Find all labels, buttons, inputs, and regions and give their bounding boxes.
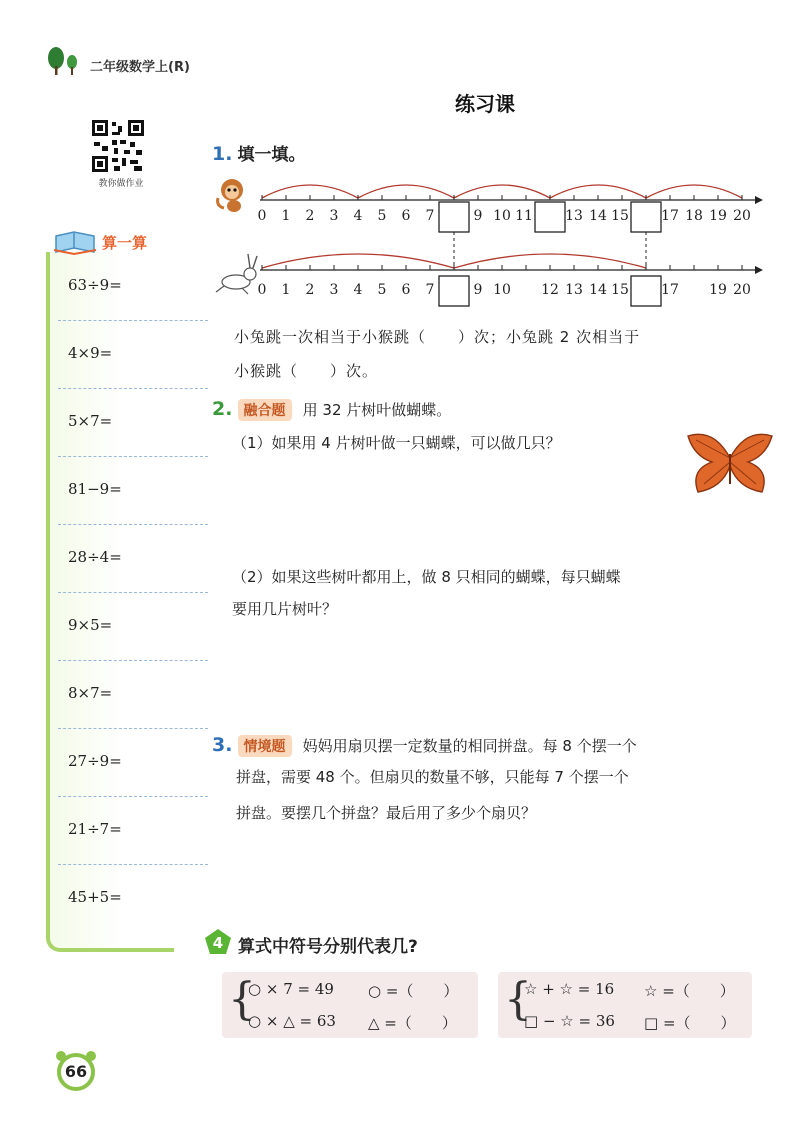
calc-item: 9×5= [68, 616, 113, 634]
problem2-tag: 融合题 [238, 399, 292, 421]
tree-icon [46, 46, 86, 76]
tick-label: 14 [589, 282, 607, 298]
divider [58, 796, 208, 797]
equation: □ − ☆ = 36 [524, 1012, 615, 1030]
divider [58, 456, 208, 457]
tick-label: 14 [589, 208, 607, 224]
page-number-badge [48, 1048, 104, 1092]
problem2-q2-line1: （2）如果这些树叶都用上，做 8 只相同的蝴蝶，每只蝴蝶 [232, 568, 621, 586]
equation-box-left [222, 972, 478, 1038]
problem4-title: 算式中符号分别代表几? [238, 937, 418, 957]
answer-blank[interactable]: ☆ =（ ） [644, 982, 735, 1000]
tick-label: 9 [473, 208, 483, 224]
tick-label: 4 [353, 208, 363, 224]
calc-item: 5×7= [68, 412, 113, 430]
problem3-line1: 妈妈用扇贝摆一定数量的相同拼盘。每 8 个摆一个 [302, 737, 637, 755]
problem3-number: 3. [212, 734, 233, 756]
qr-code-icon[interactable] [90, 118, 146, 174]
answer-box[interactable] [439, 202, 469, 232]
equation-box-right [498, 972, 752, 1038]
answer-blank[interactable]: □ =（ ） [644, 1014, 736, 1032]
tick-label: 13 [565, 282, 583, 298]
divider [58, 728, 208, 729]
problem1-number: 1. [212, 143, 233, 165]
butterfly-leaf-icon [684, 428, 776, 496]
calc-item: 27÷9= [68, 752, 122, 770]
brace: { [228, 974, 256, 1025]
equation: ○ × △ = 63 [248, 1012, 336, 1030]
tick-label: 6 [401, 282, 411, 298]
tick-label: 19 [709, 208, 727, 224]
calc-item: 81−9= [68, 480, 122, 498]
tick-label: 9 [473, 282, 483, 298]
tick-label: 11 [515, 208, 533, 224]
book-icon [52, 228, 98, 256]
tick-label: 3 [329, 208, 339, 224]
calc-item: 28÷4= [68, 548, 122, 566]
tick-label: 7 [425, 208, 435, 224]
problem3-heading [212, 734, 637, 757]
divider [58, 524, 208, 525]
pentagon-number-badge [204, 928, 232, 956]
tick-label: 10 [493, 282, 511, 298]
sidebar-title: 算一算 [102, 234, 148, 252]
tick-label: 17 [661, 282, 679, 298]
problem4-heading [204, 928, 524, 958]
page-number: 66 [64, 1062, 88, 1081]
tick-label: 18 [685, 208, 703, 224]
rabbit-icon [216, 254, 257, 294]
tick-label: 20 [733, 208, 751, 224]
tick-label: 3 [329, 282, 339, 298]
divider [58, 660, 208, 661]
problem1-heading [212, 140, 306, 165]
divider [58, 592, 208, 593]
answer-box[interactable] [439, 276, 469, 306]
tick-label: 6 [401, 208, 411, 224]
monkey-icon [218, 179, 243, 212]
page-header [46, 46, 346, 80]
calc-item: 45+5= [68, 888, 122, 906]
equation: ☆ + ☆ = 16 [524, 980, 615, 998]
problem3-line2: 拼盘，需要 48 个。但扇贝的数量不够，只能每 7 个摆一个 [236, 768, 629, 786]
tick-label: 12 [541, 282, 559, 298]
problem3-line3: 拼盘。要摆几个拼盘？最后用了多少个扇贝？ [236, 804, 537, 822]
problem2-q2-line2: 要用几片树叶？ [232, 600, 338, 618]
tick-label: 15 [611, 282, 629, 298]
tick-label: 4 [353, 282, 363, 298]
tick-label: 10 [493, 208, 511, 224]
calc-item: 8×7= [68, 684, 113, 702]
problem1-title: 填一填。 [237, 145, 306, 165]
calc-item: 63÷9= [68, 276, 122, 294]
tick-label: 19 [709, 282, 727, 298]
tick-label: 2 [305, 208, 315, 224]
problem3-tag: 情境题 [238, 735, 292, 757]
divider [58, 864, 208, 865]
answer-blank[interactable]: ○ =（ ） [368, 982, 459, 1000]
divider [58, 320, 208, 321]
tick-label: 7 [425, 282, 435, 298]
tick-label: 15 [611, 208, 629, 224]
answer-box[interactable] [631, 276, 661, 306]
problem2-stem: 用 32 片树叶做蝴蝶。 [302, 401, 452, 419]
equation: ○ × 7 = 49 [248, 980, 334, 998]
problem1-text-line1: 小兔跳一次相当于小猴跳（ ）次；小兔跳 2 次相当于 [234, 328, 641, 346]
grade-label: 二年级数学上(R) [90, 60, 190, 75]
tick-label: 5 [377, 282, 387, 298]
answer-box[interactable] [535, 202, 565, 232]
answer-blank[interactable]: △ =（ ） [368, 1014, 457, 1032]
tick-label: 13 [565, 208, 583, 224]
sidebar-calc [46, 228, 174, 948]
tick-label: 20 [733, 282, 751, 298]
problem2-q1: （1）如果用 4 片树叶做一只蝴蝶，可以做几只？ [232, 434, 561, 452]
qr-label: 教你做作业 [98, 179, 144, 189]
answer-box[interactable] [631, 202, 661, 232]
tick-label: 0 [257, 282, 267, 298]
tick-label: 17 [661, 208, 679, 224]
tick-label: 0 [257, 208, 267, 224]
calc-item: 21÷7= [68, 820, 122, 838]
lesson-title: 练习课 [455, 92, 515, 116]
tick-label: 5 [377, 208, 387, 224]
problem1-text-line2: 小猴跳（ ）次。 [234, 362, 379, 380]
brace: { [504, 974, 532, 1025]
calc-item: 4×9= [68, 344, 113, 362]
tick-label: 1 [281, 282, 291, 298]
tick-label: 1 [281, 208, 291, 224]
divider [58, 388, 208, 389]
svg-text:4: 4 [212, 934, 224, 952]
tick-label: 2 [305, 282, 315, 298]
problem2-number: 2. [212, 398, 233, 420]
problem2-heading [212, 398, 451, 421]
number-lines [210, 170, 770, 310]
